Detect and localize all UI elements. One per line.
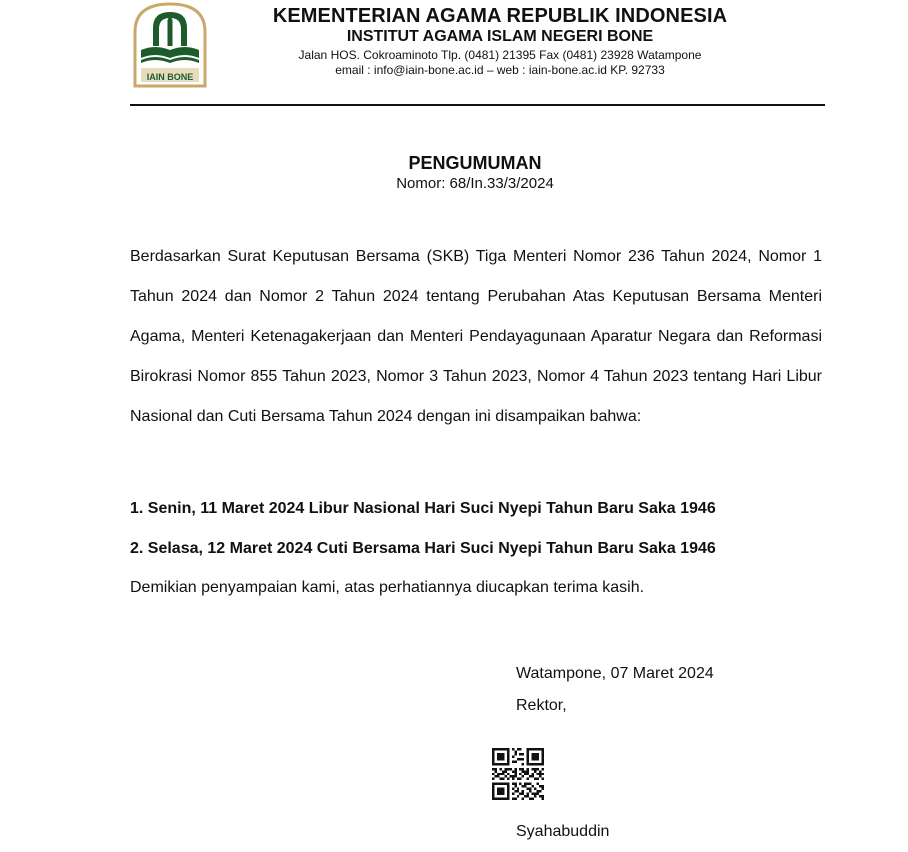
logo-label: IAIN BONE: [146, 72, 194, 82]
contact-line: email : info@iain-bone.ac.id – web : iain-bone.ac.id KP. 92733: [335, 63, 665, 77]
announcement-heading: [0, 152, 908, 194]
header-divider: [130, 104, 825, 106]
holiday-list: [130, 489, 830, 569]
body-paragraph: Berdasarkan Surat Keputusan Bersama (SKB) Tiga Menteri Nomor 236 Tahun 2024, Nomor 1 Tahun 2024 dan Nomor 2 Tahun 2024 tentang Perubahan Atas Keputusan Bersama Menteri Agama, Menteri Ketenagakerjaan dan Menteri Pendayagunaan Aparatur Negara dan Reformasi Birokrasi Nomor 855 Tahun 2023, Nomor 3 Tahun 2023, Nomor 4 Tahun 2023 tentang Hari Libur Nasional dan Cuti Bersama Tahun 2024 dengan ini disampaikan bahwa:: [130, 248, 822, 425]
letterhead: [230, 5, 770, 78]
closing-sentence: Demikian penyampaian kami, atas perhatiannya diucapkan terima kasih.: [130, 579, 645, 596]
iain-bone-logo: [131, 2, 209, 88]
signature-block: [516, 658, 714, 722]
list-item: 2. Selasa, 12 Maret 2024 Cuti Bersama Hari Suci Nyepi Tahun Baru Saka 1946: [130, 540, 716, 557]
address-line: Jalan HOS. Cokroaminoto Tlp. (0481) 21395 Fax (0481) 23928 Watampone: [298, 48, 702, 62]
ministry-name: KEMENTERIAN AGAMA REPUBLIK INDONESIA: [272, 5, 728, 27]
institution-name: INSTITUT AGAMA ISLAM NEGERI BONE: [346, 28, 654, 45]
place-date: Watampone, 07 Maret 2024: [516, 665, 714, 682]
signatory-role: Rektor,: [516, 697, 567, 714]
announcement-number: Nomor: 68/In.33/3/2024: [396, 175, 554, 192]
qr-code-icon: [492, 748, 544, 800]
list-item: 1. Senin, 11 Maret 2024 Libur Nasional Hari Suci Nyepi Tahun Baru Saka 1946: [130, 500, 716, 517]
announcement-title: PENGUMUMAN: [408, 153, 542, 173]
signatory-name: Syahabuddin: [516, 823, 610, 840]
